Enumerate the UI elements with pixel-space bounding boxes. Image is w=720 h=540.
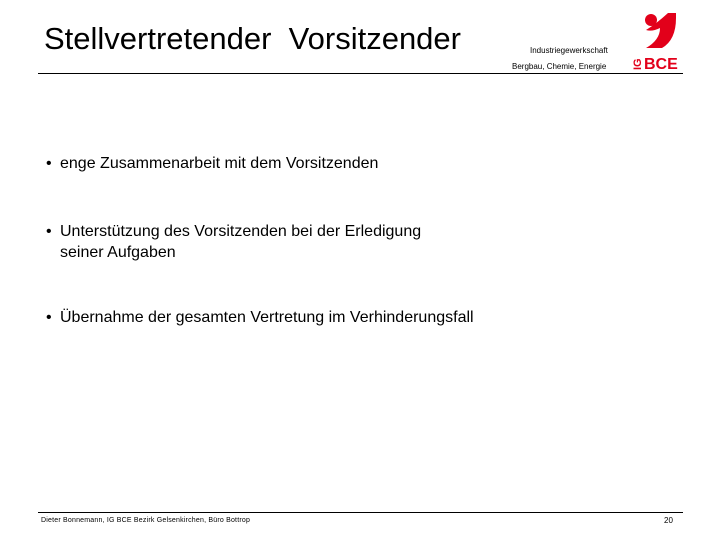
page-number: 20	[664, 516, 673, 525]
footer-author: Dieter Bonnemann, IG BCE Bezirk Gelsenkirchen, Büro Bottrop	[41, 517, 251, 524]
bullet-text: enge Zusammenarbeit mit dem Vorsitzenden	[60, 155, 379, 172]
logo-figure-dot	[645, 14, 657, 26]
footer-divider	[38, 512, 683, 513]
bullet-item	[46, 153, 378, 174]
organization-sectors: Bergbau, Chemie, Energie	[512, 62, 607, 71]
bullet-item	[46, 307, 474, 328]
header-divider	[38, 73, 683, 74]
bullet-symbol: •	[46, 223, 52, 240]
bullet-symbol: •	[46, 155, 52, 172]
organization-name: Industriegewerkschaft	[530, 46, 608, 55]
bullet-text-continuation: seiner Aufgaben	[60, 244, 176, 261]
bullet-item	[46, 221, 421, 263]
bullet-text: Unterstützung des Vorsitzenden bei der Erledigung	[60, 223, 422, 240]
bullet-symbol: •	[46, 309, 52, 326]
logo-bce-text: BCE	[644, 56, 678, 72]
bullet-text: Übernahme der gesamten Vertretung im Verhinderungsfall	[60, 309, 474, 326]
slide-title: Stellvertretender Vorsitzender	[44, 21, 461, 56]
logo-ig-text: IG	[632, 58, 644, 70]
ig-bce-logo	[632, 10, 682, 72]
